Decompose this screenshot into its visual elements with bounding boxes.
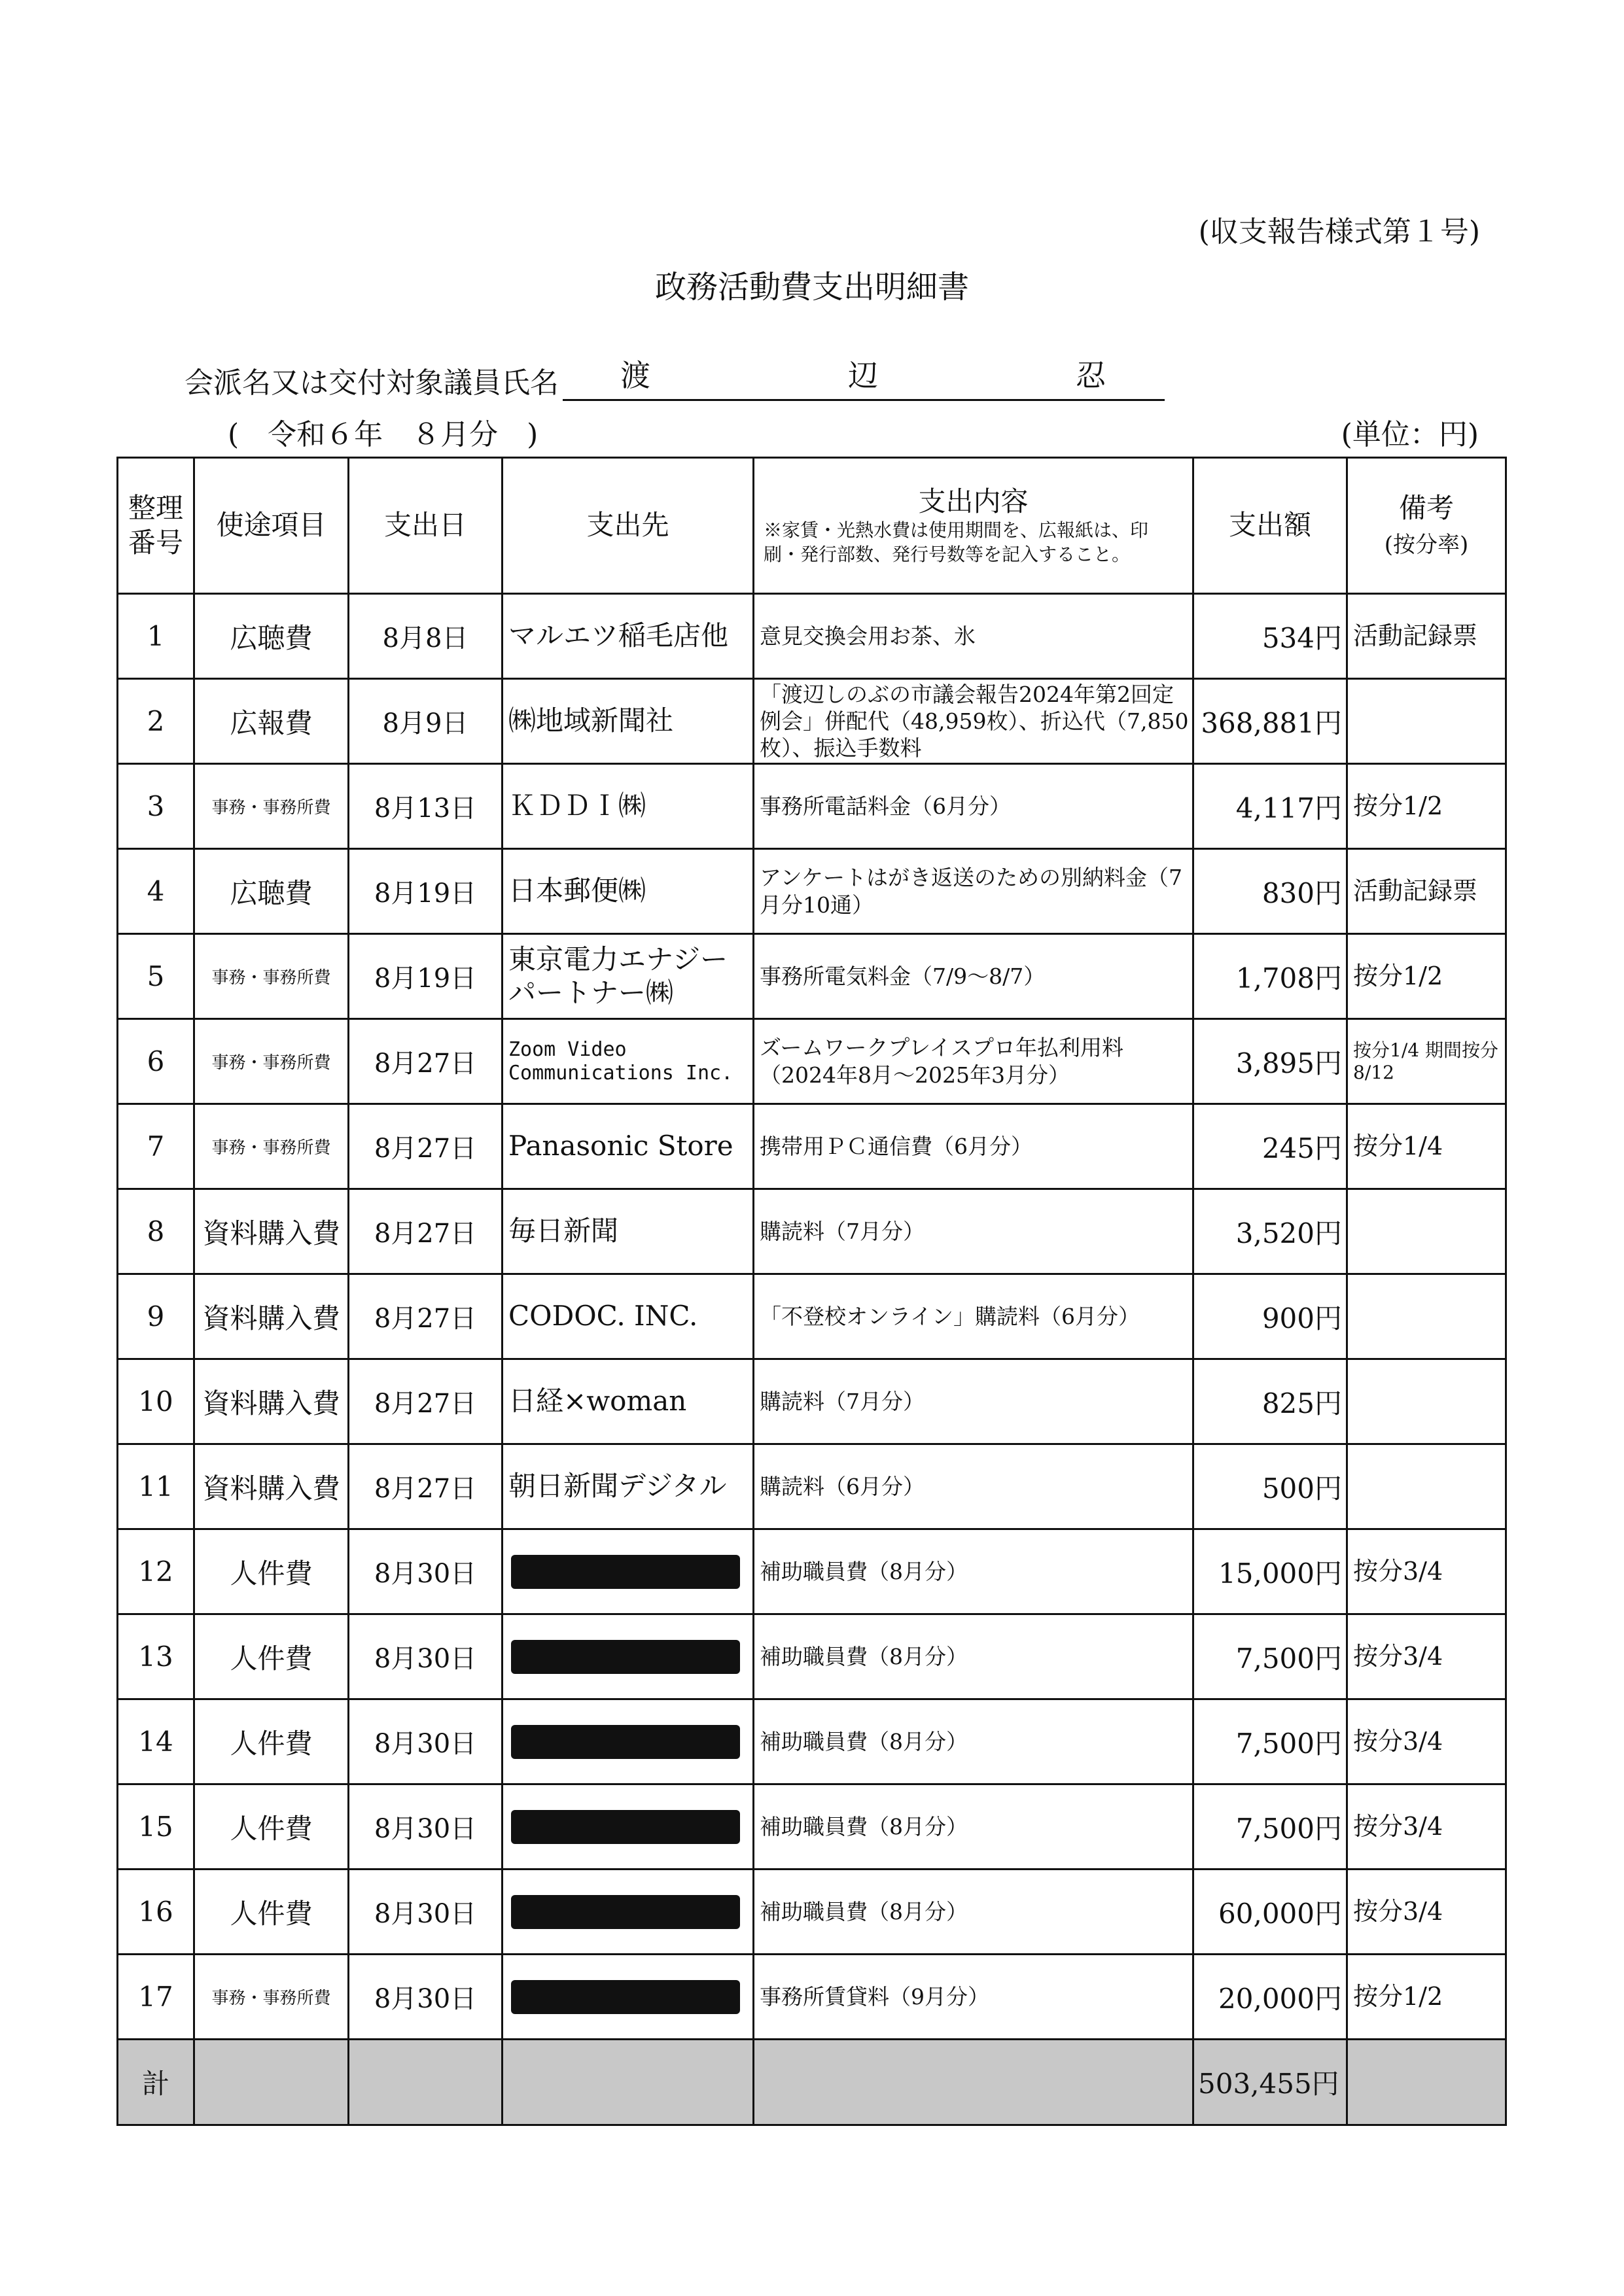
row-description: 意見交換会用お茶、氷 <box>754 594 1193 679</box>
row-payee: 東京電力エナジーパートナー㈱ <box>503 934 754 1019</box>
member-label: 会派名又は交付対象議員氏名 <box>185 366 559 400</box>
total-cell-empty <box>754 2040 1193 2125</box>
col-header-no: 整理番号 <box>118 458 194 594</box>
row-payee: 毎日新聞 <box>503 1189 754 1274</box>
row-remarks <box>1347 1359 1506 1444</box>
row-description: 事務所電気料金（7/9～8/7） <box>754 934 1193 1019</box>
row-date: 8月19日 <box>349 934 503 1019</box>
row-category: 事務・事務所費 <box>194 1955 349 2040</box>
row-no: 3 <box>118 764 194 849</box>
row-payee <box>503 1529 754 1614</box>
row-amount: 1,708円 <box>1193 934 1347 1019</box>
row-category: 資料購入費 <box>194 1444 349 1529</box>
table-row <box>118 849 1506 934</box>
row-description: 補助職員費（8月分） <box>754 1699 1193 1784</box>
document-title: 政務活動費支出明細書 <box>654 269 969 305</box>
row-description: 補助職員費（8月分） <box>754 1529 1193 1614</box>
table-header-row <box>118 458 1506 594</box>
row-date: 8月9日 <box>349 679 503 764</box>
row-remarks: 按分3/4 <box>1347 1870 1506 1955</box>
col-header-desc <box>754 458 1193 594</box>
remarks-header-sub: (按分率) <box>1384 531 1469 558</box>
table-row <box>118 1104 1506 1189</box>
row-payee <box>503 1870 754 1955</box>
row-amount: 534円 <box>1193 594 1347 679</box>
table-row <box>118 1699 1506 1784</box>
row-payee: CODOC. INC. <box>503 1274 754 1359</box>
form-number: (収支報告様式第１号) <box>1198 215 1480 249</box>
row-no: 17 <box>118 1955 194 2040</box>
member-name-part: 渡 <box>620 358 650 393</box>
row-no: 7 <box>118 1104 194 1189</box>
row-description: 購読料（7月分） <box>754 1189 1193 1274</box>
row-amount: 7,500円 <box>1193 1699 1347 1784</box>
row-description: 「不登校オンライン」購読料（6月分） <box>754 1274 1193 1359</box>
table-row <box>118 594 1506 679</box>
row-category: 資料購入費 <box>194 1189 349 1274</box>
row-date: 8月30日 <box>349 1699 503 1784</box>
col-header-amount: 支出額 <box>1193 458 1347 594</box>
row-date: 8月27日 <box>349 1189 503 1274</box>
row-category: 事務・事務所費 <box>194 1019 349 1104</box>
row-date: 8月30日 <box>349 1614 503 1699</box>
row-amount: 4,117円 <box>1193 764 1347 849</box>
total-cell-empty <box>194 2040 349 2125</box>
row-amount: 825円 <box>1193 1359 1347 1444</box>
total-cell-empty <box>1347 2040 1506 2125</box>
row-remarks: 按分1/4 期間按分8/12 <box>1347 1019 1506 1104</box>
row-no: 12 <box>118 1529 194 1614</box>
table-row <box>118 679 1506 764</box>
row-remarks: 活動記録票 <box>1347 594 1506 679</box>
row-amount: 15,000円 <box>1193 1529 1347 1614</box>
table-row <box>118 1274 1506 1359</box>
row-description: 事務所賃貸料（9月分） <box>754 1955 1193 2040</box>
row-category: 事務・事務所費 <box>194 934 349 1019</box>
row-date: 8月27日 <box>349 1444 503 1529</box>
row-category: 事務・事務所費 <box>194 764 349 849</box>
row-category: 人件費 <box>194 1870 349 1955</box>
row-payee: ㈱地域新聞社 <box>503 679 754 764</box>
row-description: ズームワークプレイスプロ年払利用料（2024年8月～2025年3月分） <box>754 1019 1193 1104</box>
table-row <box>118 1019 1506 1104</box>
row-amount: 20,000円 <box>1193 1955 1347 2040</box>
row-remarks: 活動記録票 <box>1347 849 1506 934</box>
row-no: 15 <box>118 1784 194 1870</box>
row-remarks: 按分3/4 <box>1347 1784 1506 1870</box>
row-amount: 7,500円 <box>1193 1614 1347 1699</box>
row-no: 6 <box>118 1019 194 1104</box>
row-payee: Zoom Video Communications Inc. <box>503 1019 754 1104</box>
row-no: 1 <box>118 594 194 679</box>
row-remarks <box>1347 1444 1506 1529</box>
row-no: 9 <box>118 1274 194 1359</box>
row-category: 人件費 <box>194 1614 349 1699</box>
row-remarks <box>1347 1189 1506 1274</box>
row-date: 8月30日 <box>349 1955 503 2040</box>
row-description: 携帯用ＰＣ通信費（6月分） <box>754 1104 1193 1189</box>
row-remarks: 按分3/4 <box>1347 1699 1506 1784</box>
row-description: 補助職員費（8月分） <box>754 1784 1193 1870</box>
row-category: 資料購入費 <box>194 1359 349 1444</box>
table-row <box>118 1359 1506 1444</box>
row-payee: ＫＤＤＩ㈱ <box>503 764 754 849</box>
row-date: 8月30日 <box>349 1529 503 1614</box>
row-amount: 7,500円 <box>1193 1784 1347 1870</box>
row-remarks: 按分1/4 <box>1347 1104 1506 1189</box>
row-amount: 60,000円 <box>1193 1870 1347 1955</box>
row-payee <box>503 1784 754 1870</box>
redaction-bar <box>511 1640 740 1674</box>
row-date: 8月13日 <box>349 764 503 849</box>
row-no: 16 <box>118 1870 194 1955</box>
row-date: 8月27日 <box>349 1019 503 1104</box>
row-no: 8 <box>118 1189 194 1274</box>
table-row <box>118 1189 1506 1274</box>
table-row <box>118 1614 1506 1699</box>
redaction-bar <box>511 1555 740 1589</box>
total-cell-empty <box>503 2040 754 2125</box>
row-date: 8月30日 <box>349 1870 503 1955</box>
table-row <box>118 764 1506 849</box>
table-row <box>118 1955 1506 2040</box>
row-category: 広聴費 <box>194 594 349 679</box>
row-category: 事務・事務所費 <box>194 1104 349 1189</box>
member-name-part: 辺 <box>848 358 878 393</box>
row-amount: 3,895円 <box>1193 1019 1347 1104</box>
report-period: ( 令和６年 ８月分 ) <box>228 418 538 451</box>
row-category: 広聴費 <box>194 849 349 934</box>
desc-header-note: ※家賃・光熱水費は使用期間を、広報紙は、印刷・発行部数、発行号数等を記入すること。 <box>764 519 1149 565</box>
row-payee: マルエツ稲毛店他 <box>503 594 754 679</box>
total-amount: 503,455円 <box>1193 2040 1347 2125</box>
row-amount: 3,520円 <box>1193 1189 1347 1274</box>
row-remarks <box>1347 679 1506 764</box>
row-remarks: 按分1/2 <box>1347 934 1506 1019</box>
row-description: 「渡辺しのぶの市議会報告2024年第2回定例会」併配代（48,959枚）、折込代（7,850枚）、振込手数料 <box>754 679 1193 764</box>
row-date: 8月27日 <box>349 1274 503 1359</box>
row-category: 広報費 <box>194 679 349 764</box>
row-no: 11 <box>118 1444 194 1529</box>
row-payee <box>503 1614 754 1699</box>
row-payee <box>503 1699 754 1784</box>
remarks-header-title: 備考 <box>1398 492 1454 524</box>
row-remarks: 按分3/4 <box>1347 1529 1506 1614</box>
row-description: 事務所電話料金（6月分） <box>754 764 1193 849</box>
table-row <box>118 934 1506 1019</box>
row-date: 8月8日 <box>349 594 503 679</box>
row-no: 14 <box>118 1699 194 1784</box>
row-remarks <box>1347 1274 1506 1359</box>
row-category: 資料購入費 <box>194 1274 349 1359</box>
table-row <box>118 1444 1506 1529</box>
row-payee: Panasonic Store <box>503 1104 754 1189</box>
table-row <box>118 1870 1506 1955</box>
row-amount: 500円 <box>1193 1444 1347 1529</box>
row-payee: 日経×woman <box>503 1359 754 1444</box>
row-remarks: 按分3/4 <box>1347 1614 1506 1699</box>
row-description: 購読料（7月分） <box>754 1359 1193 1444</box>
row-remarks: 按分1/2 <box>1347 764 1506 849</box>
row-description: 補助職員費（8月分） <box>754 1870 1193 1955</box>
row-amount: 245円 <box>1193 1104 1347 1189</box>
row-date: 8月27日 <box>349 1104 503 1189</box>
member-line <box>185 352 1165 401</box>
table-row <box>118 1784 1506 1870</box>
row-payee: 日本郵便㈱ <box>503 849 754 934</box>
row-amount: 830円 <box>1193 849 1347 934</box>
row-amount: 368,881円 <box>1193 679 1347 764</box>
row-payee: 朝日新聞デジタル <box>503 1444 754 1529</box>
row-category: 人件費 <box>194 1699 349 1784</box>
unit-label: (単位：円) <box>1341 418 1479 451</box>
col-header-remarks <box>1347 458 1506 594</box>
row-no: 2 <box>118 679 194 764</box>
total-cell-empty <box>349 2040 503 2125</box>
row-description: アンケートはがき返送のための別納料金（7月分10通） <box>754 849 1193 934</box>
row-no: 5 <box>118 934 194 1019</box>
row-no: 13 <box>118 1614 194 1699</box>
redaction-bar <box>511 1980 740 2014</box>
member-name <box>563 352 1165 401</box>
desc-header-title: 支出内容 <box>918 485 1029 517</box>
redaction-bar <box>511 1810 740 1844</box>
row-date: 8月30日 <box>349 1784 503 1870</box>
col-header-date: 支出日 <box>349 458 503 594</box>
row-description: 補助職員費（8月分） <box>754 1614 1193 1699</box>
table-row <box>118 1529 1506 1614</box>
col-header-category: 使途項目 <box>194 458 349 594</box>
total-row <box>118 2040 1506 2125</box>
expense-table <box>116 457 1507 2126</box>
row-category: 人件費 <box>194 1529 349 1614</box>
total-label: 計 <box>118 2040 194 2125</box>
member-name-part: 忍 <box>1076 358 1106 393</box>
row-amount: 900円 <box>1193 1274 1347 1359</box>
row-category: 人件費 <box>194 1784 349 1870</box>
row-no: 4 <box>118 849 194 934</box>
redaction-bar <box>511 1895 740 1929</box>
redaction-bar <box>511 1725 740 1759</box>
row-description: 購読料（6月分） <box>754 1444 1193 1529</box>
row-date: 8月19日 <box>349 849 503 934</box>
row-payee <box>503 1955 754 2040</box>
col-header-payee: 支出先 <box>503 458 754 594</box>
row-remarks: 按分1/2 <box>1347 1955 1506 2040</box>
row-no: 10 <box>118 1359 194 1444</box>
row-date: 8月27日 <box>349 1359 503 1444</box>
